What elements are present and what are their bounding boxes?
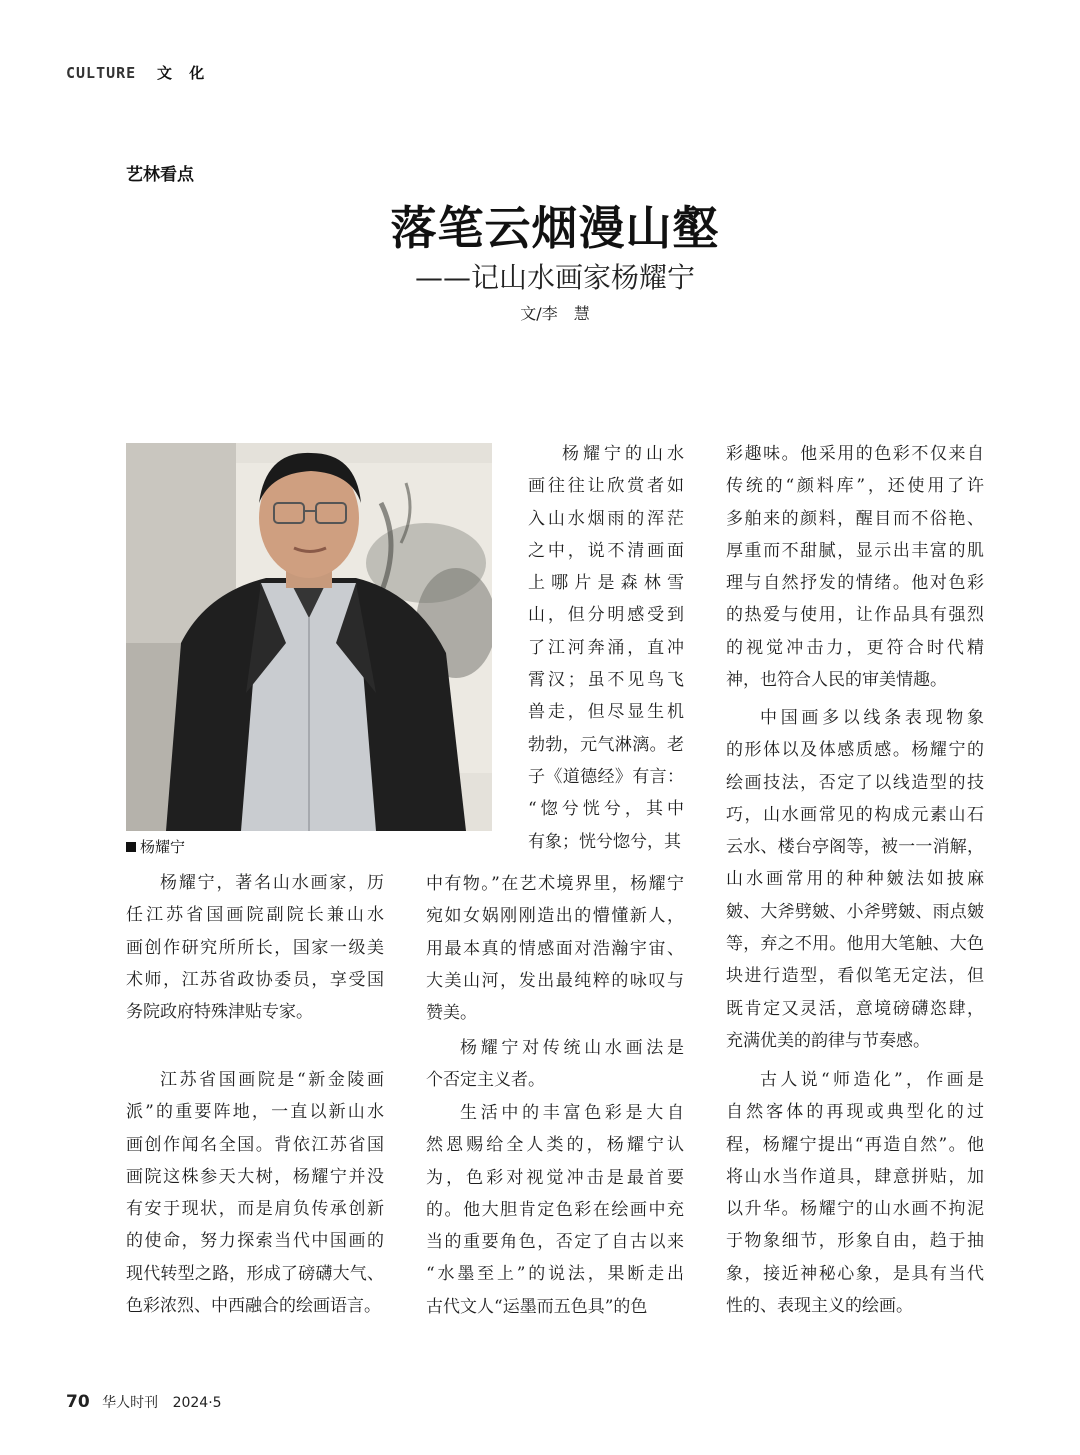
paragraph-landscape-bottom <box>426 868 684 1029</box>
text-line: 务院政府特殊津贴专家。 <box>126 1002 313 1023</box>
text-line: 江苏省国画院是“新金陵画 <box>160 1070 384 1090</box>
text-line: 巧，山水画常见的构成元素山石 <box>726 804 984 825</box>
text-line: 块进行造型，看似笔无定法，但 <box>726 966 984 987</box>
text-line: 画院这株参天大树，杨耀宁并没 <box>126 1166 384 1187</box>
article-subtitle: ——记山水画家杨耀宁 <box>414 261 695 294</box>
publication-name: 华人时刊 <box>102 1395 159 1411</box>
text-line: 山水画常用的种种皴法如披麻 <box>726 869 984 890</box>
paragraph-academy <box>126 1064 384 1322</box>
text-line: 宛如女娲刚刚造出的懵懂新人， <box>426 906 684 927</box>
text-line: 古代文人“运墨而五色具”的色 <box>426 1296 648 1317</box>
text-line: 神，也符合人民的审美情趣。 <box>726 670 947 691</box>
paragraph-negation <box>426 1032 684 1097</box>
issue-number: 2024·5 <box>172 1395 222 1411</box>
text-line: 厚重而不甜腻，显示出丰富的肌 <box>726 540 984 561</box>
section-header <box>66 62 210 83</box>
paragraph-recreate-nature <box>726 1064 984 1322</box>
text-line: 等，弃之不用。他用大笔触、大色 <box>726 934 984 955</box>
text-line: 霄汉；虽不见鸟飞 <box>528 670 684 691</box>
paragraph-landscape-top <box>528 438 684 858</box>
text-line: 任江苏省国画院副院长兼山水 <box>126 905 384 926</box>
text-line: 画往往让欣赏者如 <box>528 476 684 497</box>
text-line: 当的重要角色，否定了自古以来 <box>426 1232 684 1253</box>
text-line: 有安于现状，而是肩负传承创新 <box>126 1199 384 1220</box>
text-line: 派”的重要阵地，一直以新山水 <box>126 1102 384 1123</box>
text-line: 自然客体的再现或典型化的过 <box>726 1102 984 1123</box>
text-line: 现代转型之路，形成了磅礴大气、 <box>126 1263 384 1284</box>
text-line: 于物象细节，形象自由，趋于抽 <box>726 1231 984 1252</box>
section-label-en: CULTURE <box>66 64 137 82</box>
text-line: 术师，江苏省政协委员，享受国 <box>126 969 384 990</box>
text-line: 杨耀宁，著名山水画家，历 <box>160 873 384 893</box>
text-line: 杨耀宁对传统山水画法是 <box>460 1038 684 1058</box>
photo-caption-text: 杨耀宁 <box>140 838 186 856</box>
text-line: 绘画技法，否定了以线造型的技 <box>726 772 984 793</box>
caption-square-icon <box>126 842 136 852</box>
byline: 文/李 慧 <box>520 304 590 323</box>
page-number: 70 <box>66 1392 90 1412</box>
text-line: 有象；恍兮惚兮，其 <box>528 831 681 852</box>
paragraph-color <box>426 1097 684 1323</box>
text-line: 生活中的丰富色彩是大自 <box>460 1103 684 1123</box>
text-line: 理与自然抒发的情绪。他对色彩 <box>726 573 984 594</box>
text-line: 上哪片是森林雪 <box>528 573 684 594</box>
photo-caption <box>126 836 185 857</box>
text-line: 色彩浓烈、中西融合的绘画语言。 <box>126 1296 381 1317</box>
text-line: 用最本真的情感面对浩瀚宇宙、 <box>426 938 684 959</box>
text-line: 了江河奔涌，直冲 <box>528 637 684 658</box>
text-line: 入山水烟雨的浑茫 <box>528 508 684 529</box>
text-line: 多舶来的颜料，醒目而不俗艳、 <box>726 508 984 529</box>
text-line: 的视觉冲击力，更符合时代精 <box>726 637 984 658</box>
text-line: 传统的“颜料库”，还使用了许 <box>726 476 984 497</box>
page-footer <box>66 1392 222 1412</box>
text-line: 大美山河，发出最纯粹的咏叹与 <box>426 970 684 991</box>
text-line: 之中，说不清画面 <box>528 540 684 561</box>
article-title: 落笔云烟漫山壑 <box>390 201 720 255</box>
text-line: 程，杨耀宁提出“再造自然”。他 <box>726 1134 984 1155</box>
text-line: 的形体以及体感质感。杨耀宁的 <box>726 740 984 761</box>
paragraph-technique <box>726 702 984 1057</box>
portrait-photo <box>126 443 492 831</box>
text-line: 象，接近神秘心象，是具有当代 <box>726 1263 984 1284</box>
section-label-zh: 文 化 <box>157 64 211 82</box>
text-line: 皴、大斧劈皴、小斧劈皴、雨点皴 <box>726 901 984 922</box>
text-line: 子《道德经》有言： <box>528 766 684 787</box>
text-line: 然恩赐给全人类的，杨耀宁认 <box>426 1135 684 1156</box>
text-line: 兽走，但尽显生机 <box>528 702 684 723</box>
text-line: 的热爱与使用，让作品具有强烈 <box>726 605 984 626</box>
text-line: 赞美。 <box>426 1003 477 1024</box>
text-line: 将山水当作道具，肆意拼贴，加 <box>726 1166 984 1187</box>
text-line: 的使命，努力探索当代中国画的 <box>126 1231 384 1252</box>
text-line: 既肯定又灵活，意境磅礴恣肆， <box>726 998 984 1019</box>
paragraph-bio <box>126 867 384 1028</box>
text-line: 以升华。杨耀宁的山水画不拘泥 <box>726 1199 984 1220</box>
text-line: 画创作闻名全国。背依江苏省国 <box>126 1134 384 1155</box>
text-line: 性的、表现主义的绘画。 <box>726 1296 913 1317</box>
column-label: 艺林看点 <box>126 165 194 185</box>
text-line: 画创作研究所所长，国家一级美 <box>126 937 384 958</box>
text-line: 山，但分明感受到 <box>528 605 684 626</box>
text-line: 中有物。”在艺术境界里，杨耀宁 <box>426 874 684 894</box>
paragraph-color-cont <box>726 438 984 696</box>
text-line: 勃勃，元气淋漓。老 <box>528 734 684 755</box>
text-line: 充满优美的韵律与节奏感。 <box>726 1030 930 1051</box>
text-line: 的。他大胆肯定色彩在绘画中充 <box>426 1199 684 1220</box>
text-line: 古人说“师造化”，作画是 <box>760 1070 984 1090</box>
text-line: “惚兮恍兮，其中 <box>528 799 684 820</box>
text-line: “水墨至上”的说法，果断走出 <box>426 1264 684 1285</box>
text-line: 为，色彩对视觉冲击是最首要 <box>426 1167 684 1188</box>
text-line: 个否定主义者。 <box>426 1070 545 1091</box>
text-line: 杨耀宁的山水 <box>562 444 684 464</box>
text-line: 中国画多以线条表现物象 <box>760 708 984 728</box>
text-line: 彩趣味。他采用的色彩不仅来自 <box>726 444 984 464</box>
text-line: 云水、楼台亭阁等，被一一消解， <box>726 837 984 858</box>
